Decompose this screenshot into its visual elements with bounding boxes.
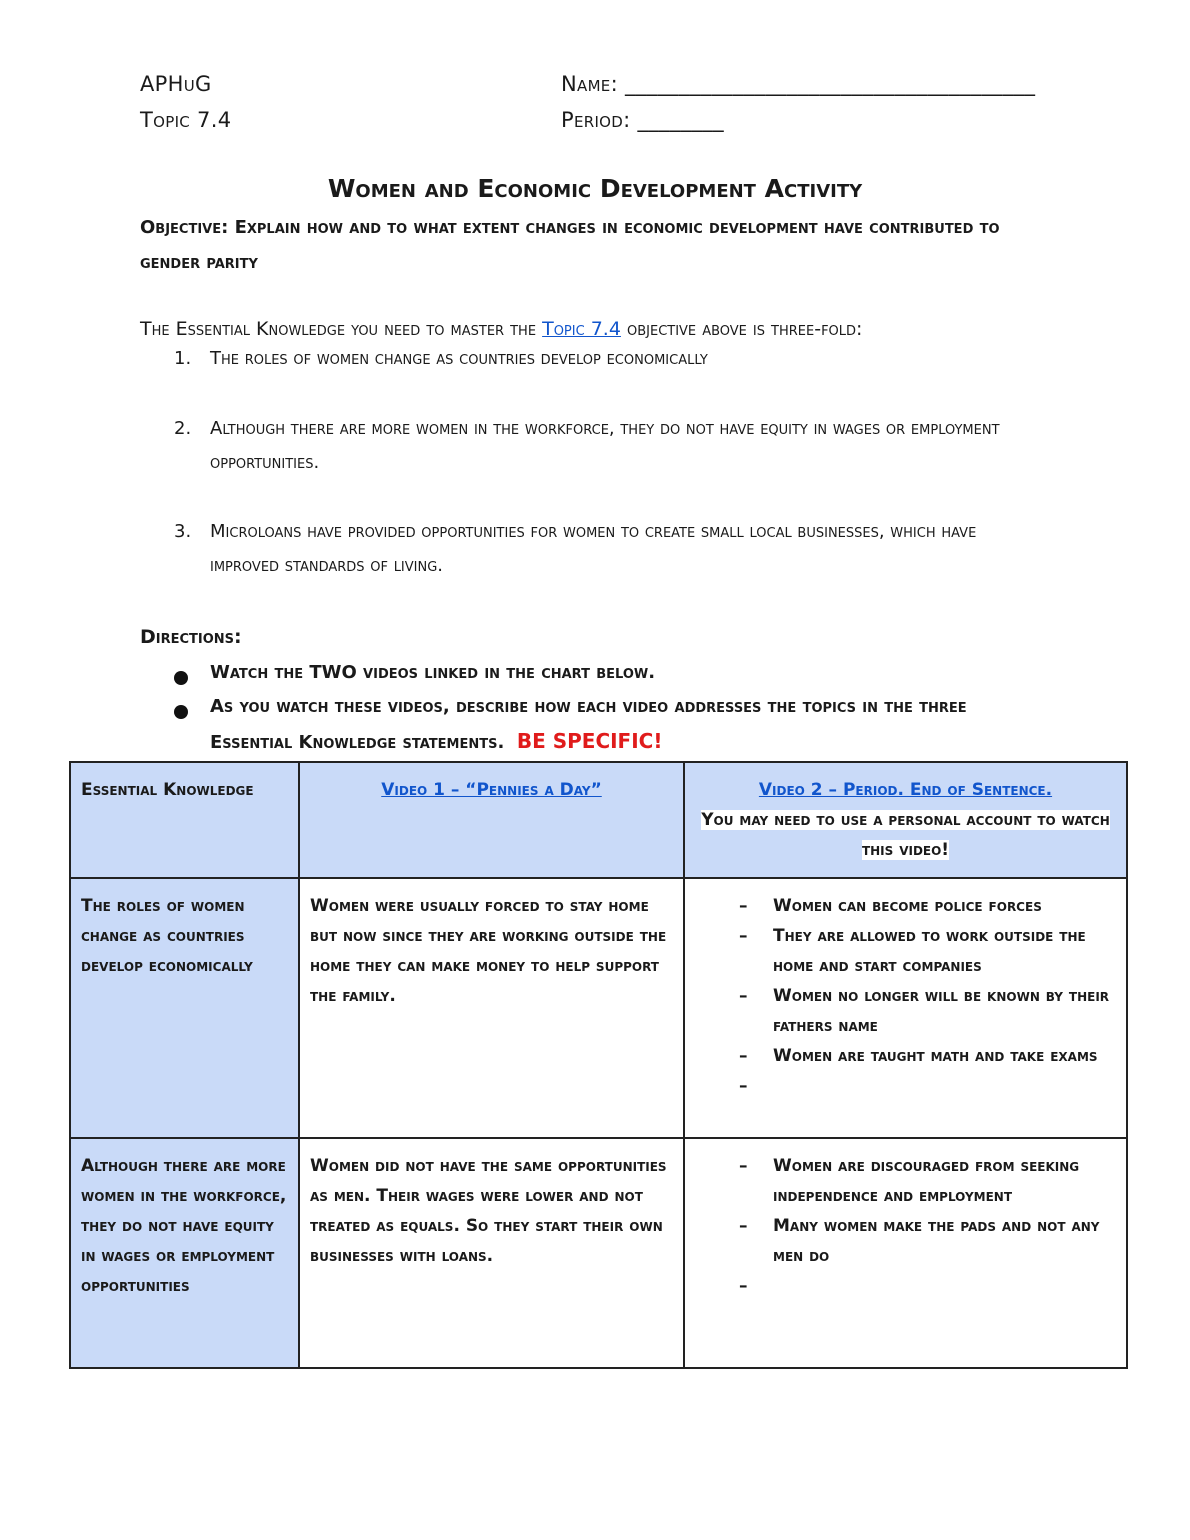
be-specific-emphasis: BE SPECIFIC! — [516, 729, 663, 753]
header-video2 — [684, 762, 1127, 878]
video1-cell[interactable]: Women were usually forced to stay home but now since they are working outside the home they can make money to help support the family. — [299, 878, 684, 1138]
bullet-icon — [174, 705, 188, 719]
directions-heading: Directions: — [140, 626, 242, 648]
objective: Objective: Explain how and to what extent changes in economic development have contributed to gender parity — [140, 217, 1000, 273]
video1-link[interactable]: Video 1 – “Pennies a Day” — [381, 780, 602, 800]
list-item — [695, 1271, 1116, 1301]
list-item — [695, 1071, 1116, 1101]
direction-text: Watch the TWO videos linked in the chart below. — [210, 662, 656, 683]
video2-link[interactable]: Video 2 – Period. End of Sentence. — [758, 780, 1053, 800]
header-essential-knowledge: Essential Knowledge — [70, 762, 299, 878]
list-item-text: Microloans have provided opportunities for women to create small local businesses, which have improved standards of living. — [210, 521, 977, 576]
ek-table — [69, 761, 1128, 1369]
list-item: – Women can become police forces — [695, 891, 1116, 921]
table-row — [70, 878, 1127, 1138]
list-item: – Women are taught math and take exams — [695, 1041, 1116, 1071]
video1-cell[interactable]: Women did not have the same opportunities as men. Their wages were lower and not treated as equals. So they start their own businesses with loans. — [299, 1138, 684, 1368]
topic-label: Topic 7.4 — [140, 108, 232, 132]
table-header-row — [70, 762, 1127, 878]
direction-text-block — [210, 690, 1050, 760]
ek-cell: The roles of women change as countries develop economically — [70, 878, 299, 1138]
list-number: 2. — [174, 418, 192, 439]
list-item: – Many women make the pads and not any men do — [695, 1211, 1116, 1271]
course-label: APHuG — [140, 72, 212, 96]
ek-cell: Although there are more women in the workforce, they do not have equity in wages or employment opportunities — [70, 1138, 299, 1368]
list-item: – Women are discouraged from seeking independence and employment — [695, 1151, 1116, 1211]
table-row — [70, 1138, 1127, 1368]
video2-cell[interactable] — [684, 1138, 1127, 1368]
page-title: Women and Economic Development Activity — [327, 174, 863, 203]
list-item: – They are allowed to work outside the home and start companies — [695, 921, 1116, 981]
bullet-icon — [174, 671, 188, 685]
ek-intro-text: The Essential Knowledge you need to master the — [140, 318, 543, 340]
ek-intro — [140, 318, 862, 340]
list-item: – Women no longer will be known by their fathers name — [695, 981, 1116, 1041]
list-number: 3. — [174, 521, 192, 542]
video2-cell[interactable] — [684, 878, 1127, 1138]
period-field[interactable]: Period: ________ — [561, 108, 724, 132]
name-field[interactable]: Name: ______________________________________ — [561, 72, 1036, 96]
list-number: 1. — [174, 348, 192, 369]
video2-note: You may need to use a personal account to watch this video! — [701, 810, 1110, 860]
topic-link[interactable]: Topic 7.4 — [542, 318, 621, 340]
direction-text: As you watch these videos, describe how each video addresses the topics in the three Essential Knowledge statements. — [210, 696, 967, 753]
ek-intro-text-end: objective above is three-fold: — [620, 318, 863, 340]
list-item-text: The roles of women change as countries develop economically — [210, 348, 708, 369]
header-video1 — [299, 762, 684, 878]
list-item-text: Although there are more women in the workforce, they do not have equity in wages or employment opportunities. — [210, 418, 1000, 473]
